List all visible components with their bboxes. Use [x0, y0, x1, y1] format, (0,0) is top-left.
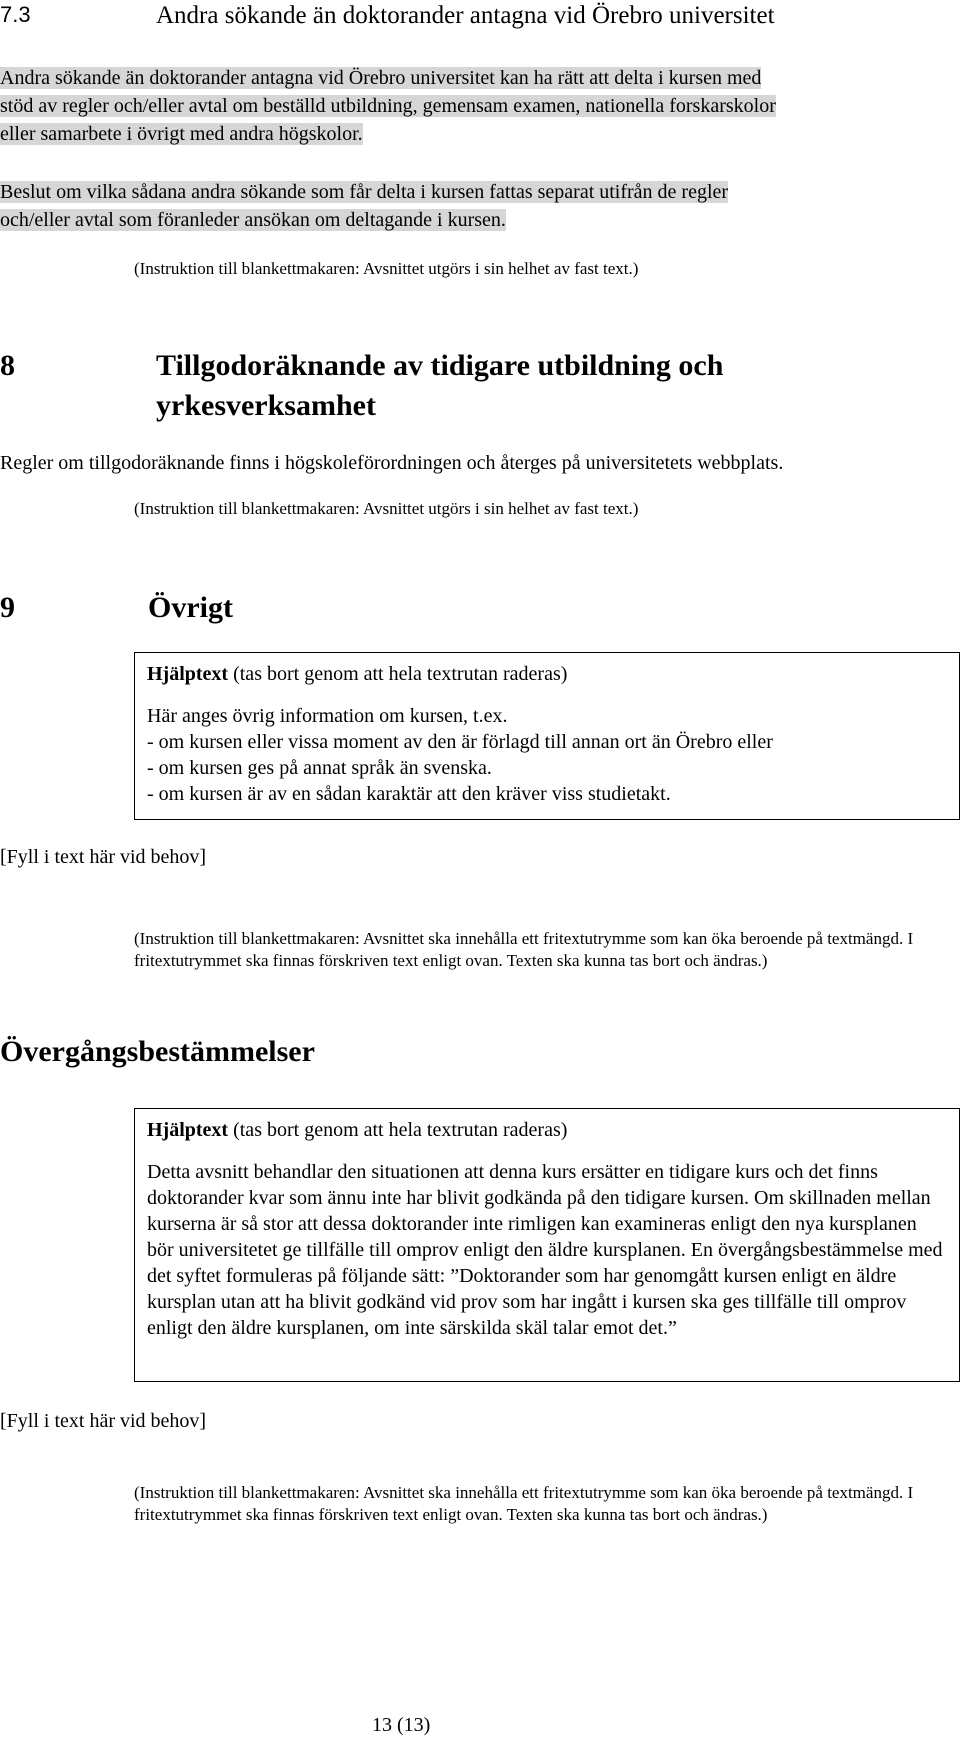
- section-9-fill-field[interactable]: [Fyll i text här vid behov]: [0, 846, 207, 868]
- section-7-3-paragraph-2: [0, 178, 930, 234]
- paragraph-line: Beslut om vilka sådana andra sökande som får delta i kursen fattas separat utifrån de regler: [0, 181, 729, 203]
- help-line: Här anges övrig information om kursen, t.ex.: [147, 705, 508, 727]
- section-9-instruction: (Instruktion till blankettmakaren: Avsnittet ska innehålla ett fritextutrymme som kan öka beroende på textmängd. I fritextutrymmet ska finnas förskriven text enligt ovan. Texten ska kunna tas bort och ändras.): [134, 929, 914, 970]
- overgang-instruction: (Instruktion till blankettmakaren: Avsnittet ska innehålla ett fritextutrymme som kan öka beroende på textmängd. I fritextutrymmet ska finnas förskriven text enligt ovan. Texten ska kunna tas bort och ändras.): [134, 1483, 914, 1524]
- paragraph-line: Andra sökande än doktorander antagna vid Örebro universitet kan ha rätt att delta i kursen med: [0, 67, 762, 89]
- help-line: - om kursen ges på annat språk än svenska.: [147, 757, 492, 779]
- section-7-3-title: Andra sökande än doktorander antagna vid Örebro universitet: [156, 2, 775, 29]
- section-7-3-instruction: (Instruktion till blankettmakaren: Avsnittet utgörs i sin helhet av fast text.): [134, 259, 639, 278]
- paragraph-line: eller samarbete i övrigt med andra högskolor.: [0, 123, 363, 145]
- overgang-title: Övergångsbestämmelser: [0, 1035, 315, 1068]
- section-9-title: Övrigt: [148, 591, 233, 624]
- section-8-number: 8: [0, 349, 15, 382]
- section-7-3-number: 7.3: [0, 2, 31, 27]
- help-line: - om kursen är av en sådan karaktär att den kräver viss studietakt.: [147, 783, 671, 805]
- page-number: 13 (13): [372, 1714, 431, 1736]
- section-8-text: Regler om tillgodoräknande finns i högskoleförordningen och återges på universitetets webbplats.: [0, 452, 784, 474]
- section-9-number: 9: [0, 591, 15, 624]
- paragraph-line: och/eller avtal som föranleder ansökan om deltagande i kursen.: [0, 209, 506, 231]
- section-9-help-box[interactable]: [134, 652, 960, 820]
- help-line: - om kursen eller vissa moment av den är förlagd till annan ort än Örebro eller: [147, 731, 773, 753]
- help-header: [147, 1117, 947, 1143]
- help-text: Detta avsnitt behandlar den situationen att denna kurs ersätter en tidigare kurs och det finns doktorander kvar som ännu inte har blivit godkända på den tidigare kursen. Om skillnaden mellan kurserna är så stor att dessa doktorander inte rimligen kan examineras enligt den nya kursplanen bör universitetet ge tillfälle till omprov enligt den äldre kursplanen. En övergångsbestämmelse med det syftet formuleras på följande sätt: ”Doktorander som har genomgått kursen enligt en äldre kursplan utan att ha blivit godkänd vid prov som har ingått i kursen ska ges tillfälle till omprov enligt den äldre kursplanen, om inte särskilda skäl talar emot det.”: [147, 1161, 943, 1339]
- overgang-fill-field[interactable]: [Fyll i text här vid behov]: [0, 1410, 207, 1432]
- help-sub: (tas bort genom att hela textrutan raderas): [233, 663, 568, 685]
- help-header: [147, 661, 947, 687]
- help-sub: (tas bort genom att hela textrutan raderas): [233, 1119, 568, 1141]
- overgang-help-box[interactable]: [134, 1108, 960, 1382]
- section-8-title: Tillgodoräknande av tidigare utbildning och yrkesverksamhet: [156, 349, 724, 422]
- section-8-instruction: (Instruktion till blankettmakaren: Avsnittet utgörs i sin helhet av fast text.): [134, 499, 639, 518]
- paragraph-line: stöd av regler och/eller avtal om beställd utbildning, gemensam examen, nationella forskarskolor: [0, 95, 776, 117]
- help-label: Hjälptext: [147, 1119, 229, 1141]
- section-7-3-paragraph-1: [0, 64, 930, 148]
- help-label: Hjälptext: [147, 663, 229, 685]
